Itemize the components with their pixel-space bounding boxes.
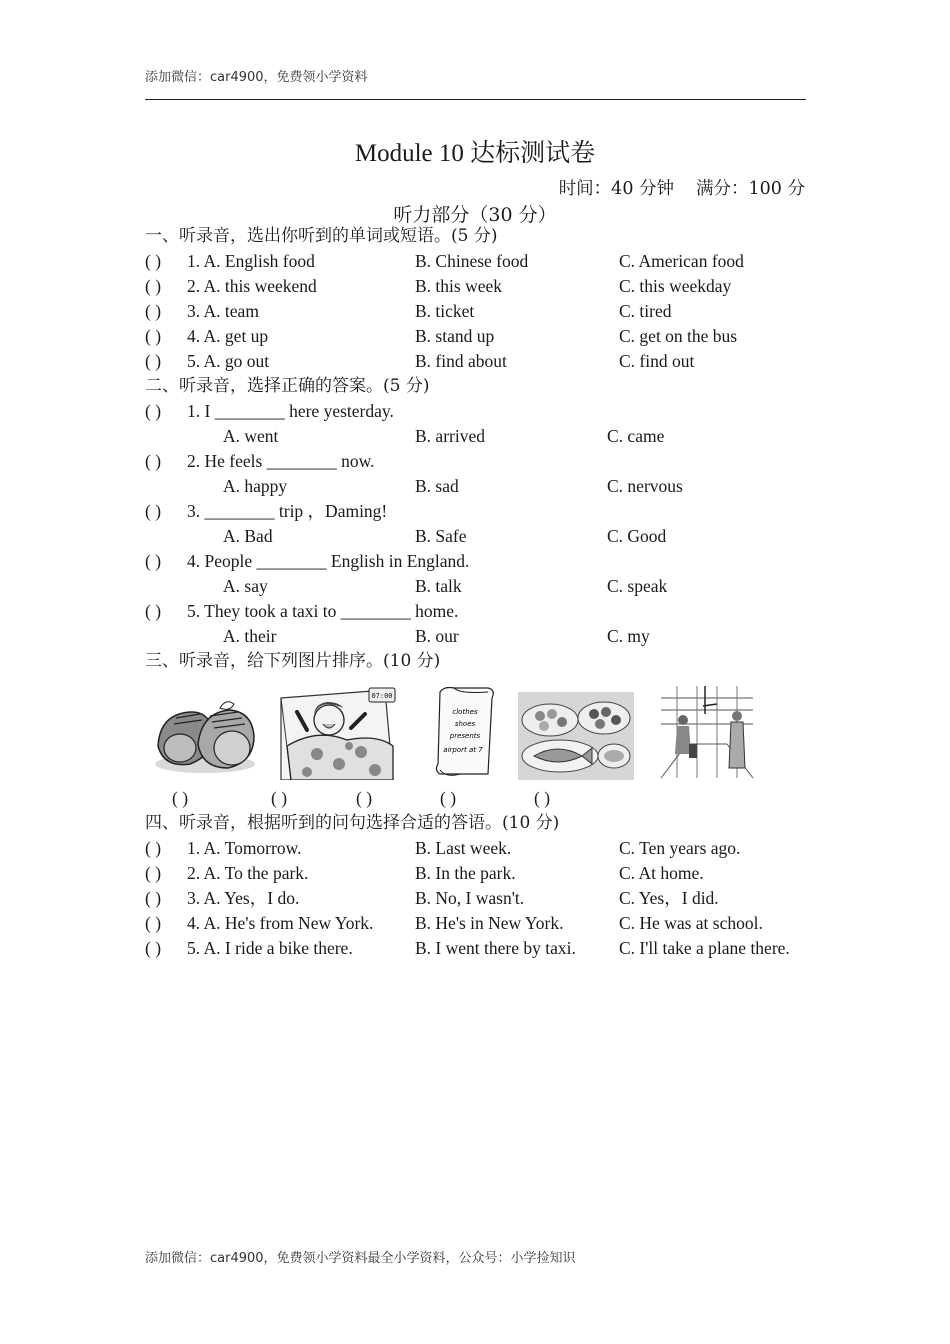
option-b: B. Chinese food [415, 251, 529, 271]
time-limit: 时间：40 分钟 [558, 179, 675, 199]
picture-answer-5[interactable]: ( ) [534, 788, 551, 808]
option-a: 5. A. go out [187, 351, 270, 371]
answer-blank[interactable]: ( ) [145, 401, 162, 421]
option-a: 4. A. He's from New York. [187, 913, 374, 933]
answer-blank[interactable]: ( ) [145, 913, 162, 933]
answer-blank[interactable]: ( ) [145, 251, 162, 271]
picture-order-answers [145, 786, 810, 811]
section-2-items [145, 399, 810, 649]
option-c: C. nervous [607, 476, 683, 496]
question-row [145, 936, 810, 961]
section-4-items [145, 836, 810, 961]
option-c: C. speak [607, 576, 668, 596]
options-row [145, 474, 810, 499]
options-row [145, 424, 810, 449]
header-divider [145, 99, 806, 100]
section-1-heading: 一、听录音，选出你听到的单词或短语。(5 分) [145, 226, 498, 246]
answer-blank[interactable]: ( ) [145, 301, 162, 321]
option-a: 3. A. Yes，I do. [187, 888, 300, 908]
answer-blank[interactable]: ( ) [145, 451, 162, 471]
option-a: 3. A. team [187, 301, 259, 321]
question-stem-row [145, 549, 810, 574]
options-row [145, 624, 810, 649]
option-c: C. Yes，I did. [619, 888, 719, 908]
option-a: A. happy [223, 476, 288, 496]
option-a: 4. A. get up [187, 326, 269, 346]
footer-note: 添加微信：car4900，免费领小学资料最全小学资料，公众号：小学捡知识 [145, 1251, 576, 1266]
answer-blank[interactable]: ( ) [145, 888, 162, 908]
option-b: B. Last week. [415, 838, 512, 858]
option-a: A. went [223, 426, 279, 446]
shoes-picture [150, 684, 260, 780]
question-row [145, 349, 810, 374]
option-c: C. At home. [619, 863, 704, 883]
answer-blank[interactable]: ( ) [145, 501, 162, 521]
list-line-1: clothes [452, 708, 478, 716]
option-a: 2. A. this weekend [187, 276, 317, 296]
question-stem-row [145, 599, 810, 624]
question-row [145, 861, 810, 886]
option-a: A. Bad [223, 526, 273, 546]
question-stem: 5. They took a taxi to ________ home. [187, 601, 459, 621]
option-c: C. my [607, 626, 650, 646]
option-b: B. find about [415, 351, 507, 371]
option-c: C. Good [607, 526, 667, 546]
option-c: C. He was at school. [619, 913, 763, 933]
picture-answer-1[interactable]: ( ) [172, 788, 189, 808]
option-a: 5. A. I ride a bike there. [187, 938, 353, 958]
picture-row [145, 684, 810, 784]
option-b: B. In the park. [415, 863, 516, 883]
option-b: B. sad [415, 476, 459, 496]
question-row [145, 324, 810, 349]
picture-answer-4[interactable]: ( ) [440, 788, 457, 808]
question-stem-row [145, 499, 810, 524]
packing-list-picture [430, 684, 500, 780]
options-row [145, 574, 810, 599]
question-row [145, 886, 810, 911]
option-b: B. No, I wasn't. [415, 888, 525, 908]
boy-in-bed-picture [277, 684, 397, 780]
option-c: C. Ten years ago. [619, 838, 741, 858]
page-title: Module 10 达标测试卷 [354, 140, 596, 167]
option-a: 1. A. Tomorrow. [187, 838, 302, 858]
option-c: C. came [607, 426, 665, 446]
question-row [145, 911, 810, 936]
question-stem: 4. People ________ English in England. [187, 551, 470, 571]
picture-answer-2[interactable]: ( ) [271, 788, 288, 808]
list-line-4: airport at 7 [443, 746, 483, 754]
question-stem: 2. He feels ________ now. [187, 451, 375, 471]
section-3-heading: 三、听录音，给下列图片排序。(10 分) [145, 651, 441, 671]
question-stem: 3. ________ trip ，Daming! [187, 501, 388, 521]
option-b: B. arrived [415, 426, 485, 446]
answer-blank[interactable]: ( ) [145, 601, 162, 621]
header-note: 添加微信：car4900，免费领小学资料 [145, 70, 368, 85]
test-meta [559, 175, 805, 200]
option-b: B. ticket [415, 301, 475, 321]
full-score: 满分：100 分 [696, 179, 805, 199]
answer-blank[interactable]: ( ) [145, 326, 162, 346]
alarm-clock-time: 07:00 [371, 692, 393, 700]
options-row [145, 524, 810, 549]
question-row [145, 249, 810, 274]
test-content [145, 224, 810, 961]
option-a: A. say [223, 576, 268, 596]
airport-picture [657, 684, 757, 780]
food-picture [518, 684, 634, 780]
answer-blank[interactable]: ( ) [145, 938, 162, 958]
option-b: B. our [415, 626, 459, 646]
list-line-2: shoes [454, 720, 476, 728]
section-1-items [145, 249, 810, 374]
section-4-heading: 四、听录音，根据听到的问句选择合适的答语。(10 分) [145, 813, 560, 833]
section-2-heading: 二、听录音，选择正确的答案。(5 分) [145, 376, 430, 396]
question-stem-row [145, 399, 810, 424]
option-c: C. get on the bus [619, 326, 738, 346]
question-stem: 1. I ________ here yesterday. [187, 401, 394, 421]
option-a: 1. A. English food [187, 251, 315, 271]
option-c: C. find out [619, 351, 695, 371]
answer-blank[interactable]: ( ) [145, 863, 162, 883]
answer-blank[interactable]: ( ) [145, 838, 162, 858]
option-c: C. American food [619, 251, 744, 271]
option-b: B. this week [415, 276, 503, 296]
answer-blank[interactable]: ( ) [145, 351, 162, 371]
question-row [145, 299, 810, 324]
option-c: C. tired [619, 301, 672, 321]
picture-answer-3[interactable]: ( ) [356, 788, 373, 808]
answer-blank[interactable]: ( ) [145, 276, 162, 296]
option-c: C. I'll take a plane there. [619, 938, 790, 958]
part-title: 听力部分（30 分） [393, 204, 557, 226]
question-row [145, 274, 810, 299]
option-c: C. this weekday [619, 276, 732, 296]
option-b: B. He's in New York. [415, 913, 564, 933]
question-stem-row [145, 449, 810, 474]
list-line-3: presents [449, 732, 481, 740]
option-a: A. their [223, 626, 277, 646]
option-b: B. stand up [415, 326, 495, 346]
option-b: B. I went there by taxi. [415, 938, 576, 958]
option-b: B. talk [415, 576, 462, 596]
option-b: B. Safe [415, 526, 467, 546]
question-row [145, 836, 810, 861]
answer-blank[interactable]: ( ) [145, 551, 162, 571]
option-a: 2. A. To the park. [187, 863, 309, 883]
